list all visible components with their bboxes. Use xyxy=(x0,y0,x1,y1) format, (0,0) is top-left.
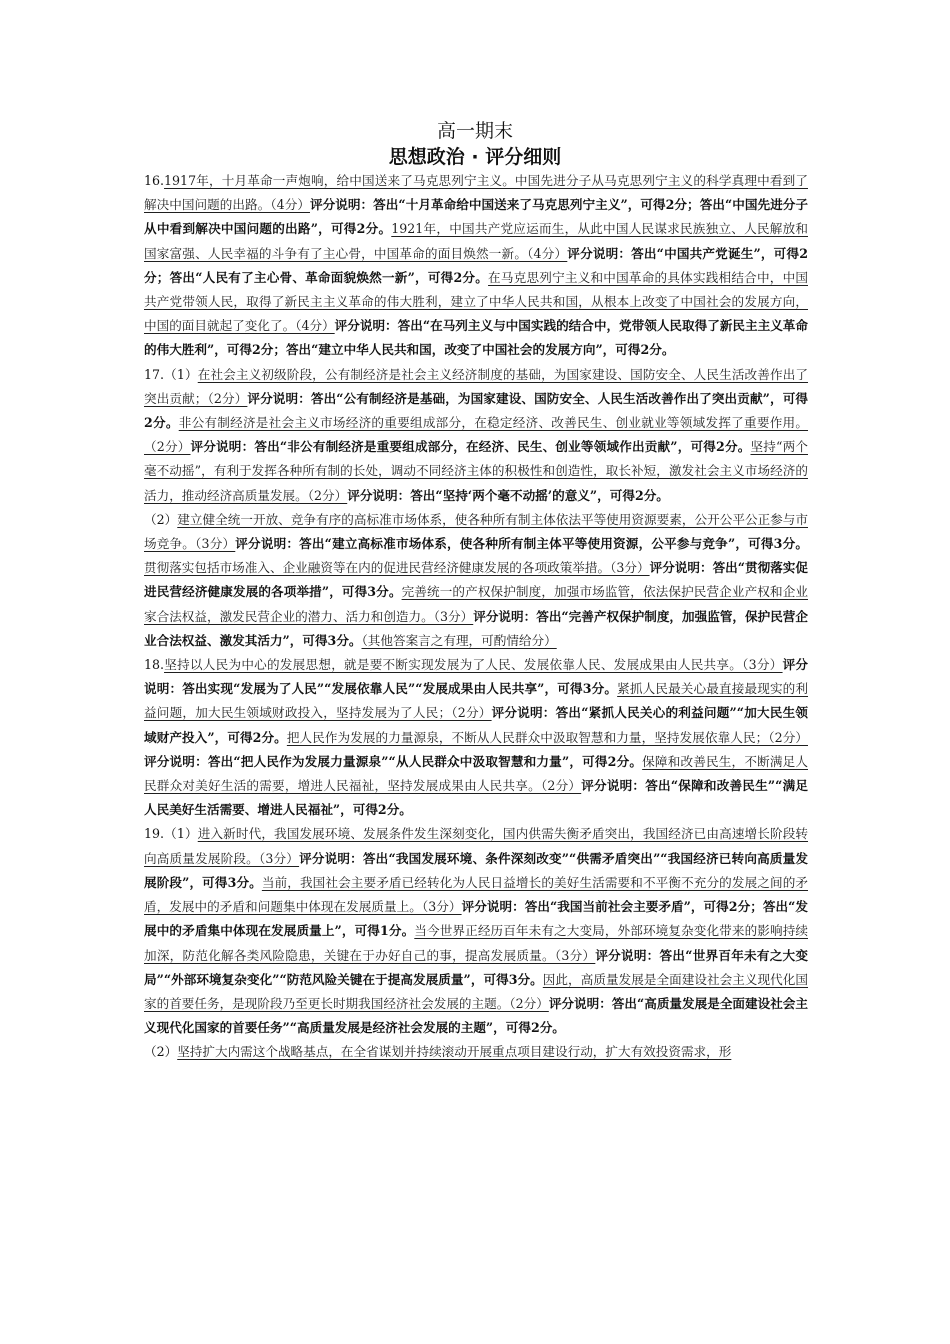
part-label: （1） xyxy=(164,366,198,382)
answer-text: 当前，我国社会主要矛盾已经转化为人民日益增长的美好生活需要和不平衡不充分的发展之间的矛盾，发展中的矛盾和问题集中体现在发展质量上。（3分） xyxy=(144,874,808,915)
scoring-note: 评分说明：答出“我国发展环境、条件深刻改变”“供需矛盾突出”“我国经济已转向高质量发展阶段”，可得3分。 xyxy=(144,850,808,890)
part-label: （1） xyxy=(164,826,198,842)
answer-text: 完善统一的产权保护制度，加强市场监管，依法保护民营企业产权和企业家合法权益，激发民营企业的潜力、活力和创造力。（3分） xyxy=(144,584,808,624)
document-title: 高一期末 xyxy=(436,120,513,142)
question-number: 18. xyxy=(144,657,165,673)
question-number: 19. xyxy=(144,826,165,842)
scoring-note: 评分说明：答出“我国当前社会主要矛盾”，可得2分；答出“发展中的矛盾集中体现在发展质量上”，可得1分。 xyxy=(144,899,809,939)
question-18 xyxy=(144,653,808,822)
answer-text: 建立健全统一开放、竞争有序的高标准市场体系，使各种所有制主体依法平等使用资源要素，公开公平公正参与市场竞争。（3分） xyxy=(144,511,808,552)
question-17-part-1 xyxy=(144,363,808,508)
scoring-note: 评分说明：答出“保障和改善民生”“满足人民美好生活需要、增进人民福祉”，可得2分。 xyxy=(144,778,809,818)
question-19-part-1 xyxy=(144,822,808,1040)
scoring-note: 评分说明：答出“世界百年未有之大变局”“外部环境复杂变化”“防范风险关键在于提高发展质量”，可得3分。 xyxy=(144,947,808,987)
answer-text: 在社会主义初级阶段，公有制经济是社会主义经济制度的基础，为国家建设、国防安全、人民生活改善作出了突出贡献；（2分） xyxy=(144,366,809,406)
answer-text: 当今世界正经历百年未有之大变局，外部环境复杂变化带来的影响持续加深，防范化解各类风险隐患，关键在于办好自己的事，提高发展质量。（3分） xyxy=(144,923,808,963)
scoring-note: 评分说明：答出“贯彻落实促进民营经济健康发展的各项举措”，可得3分。 xyxy=(144,560,808,600)
document-subtitle: 思想政治 · 评分细则 xyxy=(388,146,562,168)
answer-text: 紧抓人民最关心最直接最现实的利益问题，加大民生领域财政投入，坚持发展为了人民；（2分） xyxy=(144,681,809,721)
scoring-note: 评分说明：答出“中国共产党诞生”，可得2分；答出“人民有了主心骨、革命面貌焕然一新”，可得2分。 xyxy=(144,245,808,285)
question-19-part-2 xyxy=(144,1040,808,1064)
answer-text: 进入新时代，我国发展环境、发展条件发生深刻变化，国内供需失衡矛盾突出，我国经济已由高速增长阶段转向高质量发展阶段。（3分） xyxy=(144,826,809,866)
answer-text: 把人民作为发展的力量源泉，不断从人民群众中汲取智慧和力量，坚持发展依靠人民；（2分） xyxy=(286,729,808,745)
scoring-note: 评分说明：答出“坚持‘两个毫不动摇’的意义”，可得2分。 xyxy=(347,487,669,503)
scoring-note: 评分说明：答出实现“发展为了人民”“发展依靠人民”“发展成果由人民共享”，可得3分。 xyxy=(144,657,808,697)
answer-text: 坚持“两个毫不动摇”，有利于发挥各种所有制的长处，调动不同经济主体的积极性和创造性，取长补短，激发社会主义市场经济的活力，推动经济高质量发展。（2分） xyxy=(144,439,808,503)
answer-text: 在马克思列宁主义和中国革命的具体实践相结合中，中国共产党带领人民，取得了新民主主义革命的伟大胜利，建立了中华人民共和国，从根本上改变了中国社会的发展方向，中国的面目就起了变化了。（4分） xyxy=(144,269,808,334)
part-label: （2） xyxy=(144,511,178,527)
other-answers-note: （其他答案言之有理，可酌情给分） xyxy=(361,632,557,648)
scoring-note: 评分说明：答出“十月革命给中国送来了马克思列宁主义”，可得2分；答出“中国先进分子从中看到解决中国问题的出路”，可得2分。 xyxy=(144,197,808,237)
scoring-note: 评分说明：答出“非公有制经济是重要组成部分，在经济、民生、创业等领域作出贡献”，可得2分。 xyxy=(190,439,751,455)
scoring-note: 评分说明：答出“把人民作为发展力量源泉”“从人民群众中汲取智慧和力量”，可得2分。 xyxy=(144,753,643,769)
answer-text: 1921年，中国共产党应运而生，从此中国人民谋求民族独立、人民解放和国家富强、人民幸福的斗争有了主心骨，中国革命的面目焕然一新。（4分） xyxy=(144,221,808,261)
scoring-note: 评分说明：答出“建立高标准市场体系，使各种所有制主体平等使用资源，公平参与竞争”，可得3分。 xyxy=(235,536,808,552)
question-number: 16. xyxy=(144,173,165,188)
answer-text: 非公有制经济是社会主义市场经济的重要组成部分，在稳定经济、改善民生、创业就业等领域发挥了重要作用。（2分） xyxy=(144,415,809,455)
document-body xyxy=(144,169,808,1065)
scoring-note: 评分说明：答出“在马列主义与中国实践的结合中，党带领人民取得了新民主主义革命的伟大胜利”，可得2分；答出“建立中华人民共和国，改变了中国社会的发展方向”，可得2分。 xyxy=(144,318,808,358)
answer-text: 贯彻落实包括市场准入、企业融资等在内的促进民营经济健康发展的各项政策举措。（3分） xyxy=(144,560,650,576)
question-number: 17. xyxy=(144,366,165,382)
question-16 xyxy=(144,169,808,363)
scoring-note: 评分说明：答出“公有制经济是基础，为国家建设、国防安全、人民生活改善作出了突出贡献”，可得2分。 xyxy=(144,390,808,431)
scoring-note: 评分说明：答出“紧抓人民关心的利益问题”“加大民生领域财产投入”，可得2分。 xyxy=(144,705,808,745)
answer-text: 坚持以人民为中心的发展思想，就是要不断实现发展为了人民、发展依靠人民、发展成果由人民共享。（3分） xyxy=(164,657,783,673)
scoring-note: 评分说明：答出“完善产权保护制度，加强监管，保护民营企业合法权益、激发其活力”，可得3分。 xyxy=(144,608,808,648)
answer-text: 坚持扩大内需这个战略基点，在全省谋划并持续滚动开展重点项目建设行动，扩大有效投资需求，形 xyxy=(177,1044,732,1060)
answer-text: 1917年，十月革命一声炮响，给中国送来了马克思列宁主义。中国先进分子从马克思列宁主义的科学真理中看到了解决中国问题的出路。（4分） xyxy=(144,173,808,213)
answer-text: 保障和改善民生，不断满足人民群众对美好生活的需要，增进人民福祉，坚持发展成果由人民共享。（2分） xyxy=(144,753,808,794)
question-17-part-2 xyxy=(144,508,808,653)
answer-text: 因此，高质量发展是全面建设社会主义现代化国家的首要任务，是现阶段乃至更长时期我国经济社会发展的主题。（2分） xyxy=(144,971,809,1011)
scoring-note: 评分说明：答出“高质量发展是全面建设社会主义现代化国家的首要任务”“高质量发展是经济社会发展的主题”，可得2分。 xyxy=(144,995,808,1036)
part-label: （2） xyxy=(144,1044,178,1060)
